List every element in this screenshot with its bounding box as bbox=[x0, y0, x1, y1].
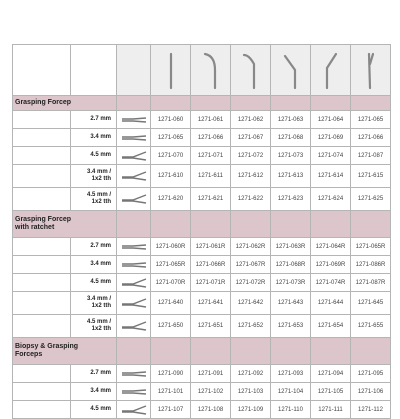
size-cell bbox=[71, 383, 117, 401]
table-row bbox=[13, 256, 391, 274]
part-number-cell: 1271-073R bbox=[271, 274, 311, 292]
section-fill-cell bbox=[271, 211, 311, 238]
size-label: 4.5 mm bbox=[90, 152, 111, 158]
part-number-cell: 1271-068 bbox=[271, 129, 311, 147]
size-label: 3.4 mm bbox=[90, 388, 111, 394]
part-number-cell: 1271-645 bbox=[351, 292, 391, 315]
section-title-line: Grasping Forcep bbox=[15, 216, 72, 223]
part-number-cell: 1271-652 bbox=[231, 315, 271, 338]
part-number-cell: 1271-072 bbox=[231, 147, 271, 165]
tip-cell bbox=[117, 188, 151, 211]
shape-header-cell bbox=[311, 45, 351, 96]
part-number-cell: 1271-108 bbox=[191, 401, 231, 419]
header-blank-cell bbox=[117, 45, 151, 96]
part-number-cell: 1271-066 bbox=[191, 129, 231, 147]
section-title-line: Grasping Forcep bbox=[15, 99, 72, 106]
part-number-cell: 1271-625 bbox=[351, 188, 391, 211]
shape-header-cell bbox=[191, 45, 231, 96]
row-blank-cell bbox=[13, 238, 71, 256]
section-fill-cell bbox=[351, 96, 391, 111]
section-fill-cell bbox=[271, 338, 311, 365]
bend-right-shape-icon bbox=[279, 50, 303, 90]
forcep-tip-icon bbox=[121, 171, 147, 181]
part-number-cell: 1271-067R bbox=[231, 256, 271, 274]
part-number-cell: 1271-101 bbox=[151, 383, 191, 401]
row-blank-cell bbox=[13, 401, 71, 419]
size-label: 3.4 mm / bbox=[86, 296, 111, 302]
size-label: 3.4 mm / bbox=[86, 169, 111, 175]
row-blank-cell bbox=[13, 165, 71, 188]
forcep-tip-icon bbox=[121, 151, 147, 161]
part-number-cell: 1271-093 bbox=[271, 365, 311, 383]
part-number-cell: 1271-107 bbox=[151, 401, 191, 419]
forcep-tip-icon bbox=[121, 194, 147, 204]
part-number-cell: 1271-063R bbox=[271, 238, 311, 256]
tip-cell bbox=[117, 256, 151, 274]
row-blank-cell bbox=[13, 111, 71, 129]
section-fill-cell bbox=[231, 96, 271, 111]
tip-cell bbox=[117, 274, 151, 292]
part-number-cell: 1271-066 bbox=[351, 129, 391, 147]
part-number-cell: 1271-061R bbox=[191, 238, 231, 256]
part-number-cell: 1271-071 bbox=[191, 147, 231, 165]
tight-curve-shape-icon bbox=[239, 50, 263, 90]
part-number-cell: 1271-642 bbox=[231, 292, 271, 315]
size-cell bbox=[71, 292, 117, 315]
size-cell bbox=[71, 401, 117, 419]
section-fill-cell bbox=[311, 211, 351, 238]
section-fill-cell bbox=[311, 338, 351, 365]
row-blank-cell bbox=[13, 292, 71, 315]
table-row bbox=[13, 165, 391, 188]
part-number-cell: 1271-062 bbox=[231, 111, 271, 129]
part-number-cell: 1271-065 bbox=[151, 129, 191, 147]
part-number-cell: 1271-061 bbox=[191, 111, 231, 129]
part-number-cell: 1271-066R bbox=[191, 256, 231, 274]
teeth-label: 1x2 tth bbox=[91, 199, 111, 205]
part-number-cell: 1271-090 bbox=[151, 365, 191, 383]
tip-cell bbox=[117, 147, 151, 165]
part-number-cell: 1271-103 bbox=[231, 383, 271, 401]
tip-cell bbox=[117, 292, 151, 315]
part-number-cell: 1271-112 bbox=[351, 401, 391, 419]
tip-cell bbox=[117, 383, 151, 401]
part-number-cell: 1271-065R bbox=[151, 256, 191, 274]
row-blank-cell bbox=[13, 274, 71, 292]
size-label: 2.7 mm bbox=[90, 116, 111, 122]
part-number-cell: 1271-655 bbox=[351, 315, 391, 338]
teeth-label: 1x2 tth bbox=[91, 326, 111, 332]
forcep-tip-icon bbox=[121, 115, 147, 125]
section-fill-cell bbox=[117, 338, 151, 365]
table-row bbox=[13, 188, 391, 211]
part-number-cell: 1271-060 bbox=[151, 111, 191, 129]
tip-cell bbox=[117, 111, 151, 129]
section-title-line: Forceps bbox=[15, 351, 43, 358]
part-number-cell: 1271-091 bbox=[191, 365, 231, 383]
open-jaw-shape-icon bbox=[359, 50, 383, 90]
size-cell bbox=[71, 188, 117, 211]
part-number-cell: 1271-062R bbox=[231, 238, 271, 256]
tip-cell bbox=[117, 315, 151, 338]
table-row bbox=[13, 315, 391, 338]
forcep-tip-icon bbox=[121, 278, 147, 288]
section-fill-cell bbox=[191, 96, 231, 111]
section-fill-cell bbox=[151, 338, 191, 365]
teeth-label: 1x2 tth bbox=[91, 176, 111, 182]
part-number-cell: 1271-621 bbox=[191, 188, 231, 211]
straight-shape-icon bbox=[159, 50, 183, 90]
part-number-cell: 1271-070 bbox=[151, 147, 191, 165]
part-number-cell: 1271-102 bbox=[191, 383, 231, 401]
part-number-cell: 1271-073 bbox=[271, 147, 311, 165]
section-fill-cell bbox=[151, 211, 191, 238]
header-blank-cell bbox=[13, 45, 71, 96]
row-blank-cell bbox=[13, 256, 71, 274]
tip-cell bbox=[117, 238, 151, 256]
hook-curve-shape-icon bbox=[199, 50, 223, 90]
part-number-cell: 1271-060R bbox=[151, 238, 191, 256]
table-row bbox=[13, 238, 391, 256]
part-number-cell: 1271-644 bbox=[311, 292, 351, 315]
part-number-cell: 1271-105 bbox=[311, 383, 351, 401]
part-number-cell: 1271-640 bbox=[151, 292, 191, 315]
size-label: 3.4 mm bbox=[90, 134, 111, 140]
table-row bbox=[13, 365, 391, 383]
part-number-cell: 1271-110 bbox=[271, 401, 311, 419]
part-number-cell: 1271-650 bbox=[151, 315, 191, 338]
part-number-cell: 1271-094 bbox=[311, 365, 351, 383]
table-row bbox=[13, 383, 391, 401]
size-label: 3.4 mm bbox=[90, 261, 111, 267]
size-cell bbox=[71, 315, 117, 338]
part-number-cell: 1271-611 bbox=[191, 165, 231, 188]
header-blank-cell bbox=[71, 45, 117, 96]
shape-header-cell bbox=[231, 45, 271, 96]
section-fill-cell bbox=[351, 211, 391, 238]
table-row bbox=[13, 111, 391, 129]
section-title bbox=[13, 96, 117, 111]
part-number-cell: 1271-087 bbox=[351, 147, 391, 165]
part-number-cell: 1271-622 bbox=[231, 188, 271, 211]
size-label: 2.7 mm bbox=[90, 243, 111, 249]
part-number-cell: 1271-068R bbox=[271, 256, 311, 274]
part-number-cell: 1271-086R bbox=[351, 256, 391, 274]
part-number-cell: 1271-104 bbox=[271, 383, 311, 401]
section-fill-cell bbox=[351, 338, 391, 365]
part-number-cell: 1271-612 bbox=[231, 165, 271, 188]
section-fill-cell bbox=[151, 96, 191, 111]
table-row bbox=[13, 129, 391, 147]
part-number-cell: 1271-613 bbox=[271, 165, 311, 188]
size-cell bbox=[71, 256, 117, 274]
part-number-cell: 1271-063 bbox=[271, 111, 311, 129]
part-number-cell: 1271-614 bbox=[311, 165, 351, 188]
part-number-cell: 1271-106 bbox=[351, 383, 391, 401]
forcep-tip-icon bbox=[121, 321, 147, 331]
part-number-cell: 1271-071R bbox=[191, 274, 231, 292]
part-number-cell: 1271-065 bbox=[351, 111, 391, 129]
size-cell bbox=[71, 365, 117, 383]
tip-cell bbox=[117, 365, 151, 383]
table-row bbox=[13, 147, 391, 165]
section-fill-cell bbox=[231, 338, 271, 365]
part-number-cell: 1271-074R bbox=[311, 274, 351, 292]
forcep-tip-icon bbox=[121, 387, 147, 397]
section-header-row bbox=[13, 338, 391, 365]
part-number-cell: 1271-620 bbox=[151, 188, 191, 211]
size-cell bbox=[71, 111, 117, 129]
shape-header-row bbox=[13, 45, 391, 96]
section-fill-cell bbox=[191, 211, 231, 238]
part-number-cell: 1271-072R bbox=[231, 274, 271, 292]
part-number-cell: 1271-087R bbox=[351, 274, 391, 292]
shape-header-cell bbox=[151, 45, 191, 96]
part-number-cell: 1271-069R bbox=[311, 256, 351, 274]
row-blank-cell bbox=[13, 129, 71, 147]
part-number-cell: 1271-651 bbox=[191, 315, 231, 338]
size-label: 4.5 mm bbox=[90, 279, 111, 285]
table-row bbox=[13, 292, 391, 315]
part-number-cell: 1271-653 bbox=[271, 315, 311, 338]
size-label: 4.5 mm / bbox=[86, 192, 111, 198]
section-title bbox=[13, 211, 117, 238]
forcep-tip-icon bbox=[121, 242, 147, 252]
section-title bbox=[13, 338, 117, 365]
forcep-tip-icon bbox=[121, 369, 147, 379]
part-number-cell: 1271-074 bbox=[311, 147, 351, 165]
part-number-cell: 1271-654 bbox=[311, 315, 351, 338]
part-number-cell: 1271-643 bbox=[271, 292, 311, 315]
section-fill-cell bbox=[311, 96, 351, 111]
part-number-cell: 1271-623 bbox=[271, 188, 311, 211]
size-cell bbox=[71, 165, 117, 188]
row-blank-cell bbox=[13, 383, 71, 401]
forcep-tip-icon bbox=[121, 260, 147, 270]
section-fill-cell bbox=[271, 96, 311, 111]
part-number-cell: 1271-610 bbox=[151, 165, 191, 188]
part-number-cell: 1271-095 bbox=[351, 365, 391, 383]
part-number-cell: 1271-109 bbox=[231, 401, 271, 419]
tip-cell bbox=[117, 401, 151, 419]
row-blank-cell bbox=[13, 147, 71, 165]
part-number-cell: 1271-065R bbox=[351, 238, 391, 256]
shape-header-cell bbox=[271, 45, 311, 96]
section-fill-cell bbox=[117, 96, 151, 111]
size-label: 2.7 mm bbox=[90, 370, 111, 376]
part-number-cell: 1271-092 bbox=[231, 365, 271, 383]
row-blank-cell bbox=[13, 365, 71, 383]
part-number-cell: 1271-070R bbox=[151, 274, 191, 292]
teeth-label: 1x2 tth bbox=[91, 303, 111, 309]
size-cell bbox=[71, 274, 117, 292]
section-fill-cell bbox=[191, 338, 231, 365]
part-number-cell: 1271-067 bbox=[231, 129, 271, 147]
size-cell bbox=[71, 129, 117, 147]
section-title-line: Biopsy & Grasping bbox=[15, 343, 79, 350]
part-number-cell: 1271-111 bbox=[311, 401, 351, 419]
size-label: 4.5 mm bbox=[90, 406, 111, 412]
size-label: 4.5 mm / bbox=[86, 319, 111, 325]
forcep-tip-icon bbox=[121, 133, 147, 143]
part-number-cell: 1271-069 bbox=[311, 129, 351, 147]
section-fill-cell bbox=[231, 211, 271, 238]
product-catalog-table bbox=[12, 44, 391, 419]
size-cell bbox=[71, 238, 117, 256]
part-number-cell: 1271-064R bbox=[311, 238, 351, 256]
row-blank-cell bbox=[13, 188, 71, 211]
table-row bbox=[13, 401, 391, 419]
section-fill-cell bbox=[117, 211, 151, 238]
size-cell bbox=[71, 147, 117, 165]
forcep-tip-icon bbox=[121, 298, 147, 308]
row-blank-cell bbox=[13, 315, 71, 338]
section-header-row bbox=[13, 96, 391, 111]
shape-header-cell bbox=[351, 45, 391, 96]
part-number-cell: 1271-064 bbox=[311, 111, 351, 129]
forcep-tip-icon bbox=[121, 405, 147, 415]
part-number-cell: 1271-624 bbox=[311, 188, 351, 211]
tip-cell bbox=[117, 165, 151, 188]
tip-cell bbox=[117, 129, 151, 147]
part-number-cell: 1271-641 bbox=[191, 292, 231, 315]
section-title-line: with ratchet bbox=[15, 224, 55, 231]
table-row bbox=[13, 274, 391, 292]
part-number-cell: 1271-615 bbox=[351, 165, 391, 188]
section-header-row bbox=[13, 211, 391, 238]
angled-bend-shape-icon bbox=[319, 50, 343, 90]
